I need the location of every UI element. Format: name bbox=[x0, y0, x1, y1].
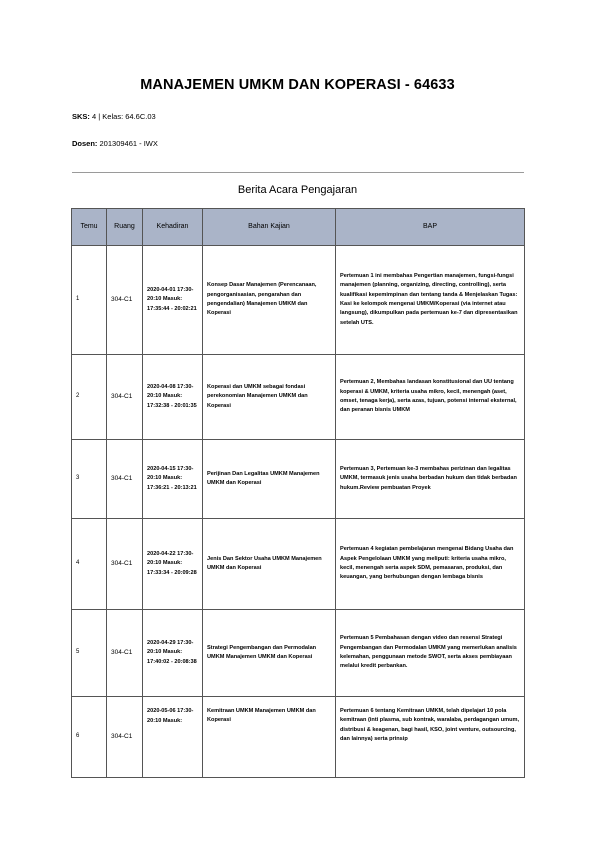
cell-bahan-kajian: Jenis Dan Sektor Usaha UMKM Manajemen UMKM dan Koperasi bbox=[203, 519, 336, 610]
page-title: MANAJEMEN UMKM DAN KOPERASI - 64633 bbox=[140, 77, 455, 93]
cell-bahan-kajian: Strategi Pengembangan dan Permodalan UMKM Manajemen UMKM dan Koperasi bbox=[203, 610, 336, 697]
bap-table bbox=[71, 208, 525, 778]
section-title: Berita Acara Pengajaran bbox=[237, 184, 358, 196]
cell-bahan-kajian: Koperasi dan UMKM sebagai fondasi perekonomian Manajemen UMKM dan Koperasi bbox=[203, 355, 336, 440]
dosen-line bbox=[72, 139, 158, 148]
col-header-bap: BAP bbox=[336, 209, 525, 246]
cell-temu: 1 bbox=[72, 246, 107, 355]
cell-temu: 5 bbox=[72, 610, 107, 697]
cell-ruang: 304-C1 bbox=[107, 246, 143, 355]
col-header-temu: Temu bbox=[72, 209, 107, 246]
cell-bap: Pertemuan 4 kegiatan pembelajaran mengenai Bidang Usaha dan Aspek Pengelolaan UMKM yang meliputi: kriteria usaha mikro, kecil, menengah serta aspek SDM, pemasaran, produksi, dan keuangan, yang berhubungan dengan lembaga bisnis bbox=[336, 519, 525, 610]
col-header-bahan-kajian: Bahan Kajian bbox=[203, 209, 336, 246]
cell-temu: 4 bbox=[72, 519, 107, 610]
cell-temu: 6 bbox=[72, 697, 107, 778]
table-header-row bbox=[72, 209, 525, 246]
col-header-ruang: Ruang bbox=[107, 209, 143, 246]
cell-kehadiran: 2020-04-15 17:30-20:10 Masuk: 17:36:21 - 20:13:21 bbox=[143, 440, 203, 519]
cell-ruang: 304-C1 bbox=[107, 440, 143, 519]
table-row bbox=[72, 519, 525, 610]
table-row bbox=[72, 440, 525, 519]
cell-bahan-kajian: Kemitraan UMKM Manajemen UMKM dan Koperasi bbox=[203, 697, 336, 778]
cell-bahan-kajian: Konsep Dasar Manajemen (Perencanaan, pengorganisasian, pengarahan dan pengendalian) Manajemen UMKM dan Koperasi bbox=[203, 246, 336, 355]
dosen-label: Dosen: bbox=[72, 139, 98, 148]
cell-bahan-kajian: Perijinan Dan Legalitas UMKM Manajemen UMKM dan Koperasi bbox=[203, 440, 336, 519]
cell-kehadiran: 2020-04-29 17:30-20:10 Masuk: 17:40:02 - 20:08:38 bbox=[143, 610, 203, 697]
cell-temu: 2 bbox=[72, 355, 107, 440]
cell-kehadiran: 2020-04-01 17:30-20:10 Masuk: 17:35:44 - 20:02:21 bbox=[143, 246, 203, 355]
cell-ruang: 304-C1 bbox=[107, 697, 143, 778]
cell-kehadiran: 2020-04-22 17:30-20:10 Masuk: 17:33:34 - 20:09:28 bbox=[143, 519, 203, 610]
cell-temu: 3 bbox=[72, 440, 107, 519]
sks-line bbox=[72, 112, 156, 121]
cell-bap: Pertemuan 5 Pembahasan dengan video dan resensi Strategi Pengembangan dan Permodalan UMKM yang memerlukan analisis kelemahan, penggunaan metode SWOT, serta akses pembiayaan melalui kredit perbankan. bbox=[336, 610, 525, 697]
table-row bbox=[72, 610, 525, 697]
cell-kehadiran: 2020-04-08 17:30-20:10 Masuk: 17:32:38 - 20:01:35 bbox=[143, 355, 203, 440]
cell-kehadiran: 2020-05-06 17:30-20:10 Masuk: bbox=[143, 697, 203, 778]
cell-ruang: 304-C1 bbox=[107, 519, 143, 610]
cell-ruang: 304-C1 bbox=[107, 355, 143, 440]
sks-value: 4 | Kelas: 64.6C.03 bbox=[92, 112, 156, 121]
table-row bbox=[72, 697, 525, 778]
table-row bbox=[72, 355, 525, 440]
cell-bap: Pertemuan 2, Membahas landasan konstitusional dan UU tentang koperasi & UMKM, kriteria usaha mikro, kecil, menengah (aset, omset, tenaga kerja), serta azas, tujuan, potensi internal eksternal, dan peranan bisnis UMKM bbox=[336, 355, 525, 440]
cell-bap bbox=[336, 697, 525, 778]
col-header-kehadiran: Kehadiran bbox=[143, 209, 203, 246]
table-row bbox=[72, 246, 525, 355]
divider bbox=[72, 172, 524, 173]
sks-label: SKS: bbox=[72, 112, 90, 121]
cell-ruang: 304-C1 bbox=[107, 610, 143, 697]
cell-bap: Pertemuan 3, Pertemuan ke-3 membahas perizinan dan legalitas UMKM, termasuk jenis usaha berbadan hukum dan tidak berbadan hukum.Review pembuatan Proyek bbox=[336, 440, 525, 519]
cell-bap: Pertemuan 1 ini membahas Pengertian manajemen, fungsi-fungsi manajemen (planning, organizing, directing, controlling), serta kualifikasi kepemimpinan dan tentang tanda & Menjelaskan Tugas: Kasi ke kelompok mengenai UMKM/Koperasi (via internet atau langsung), dikumpulkan pada pertemuan ke-7 dan dipresentasikan setelah UTS. bbox=[336, 246, 525, 355]
dosen-value: 201309461 - IWX bbox=[99, 139, 158, 148]
cell-bap-text: Pertemuan 6 tentang Kemitraan UMKM, telah dipelajari 10 pola kemitraan (inti plasma, sub kontrak, waralaba, perdagangan umum, distribusi & keagenan, bagi hasil, KSO, joint venture, outsourcing, dan lainnya) serta prinsip bbox=[340, 708, 520, 742]
